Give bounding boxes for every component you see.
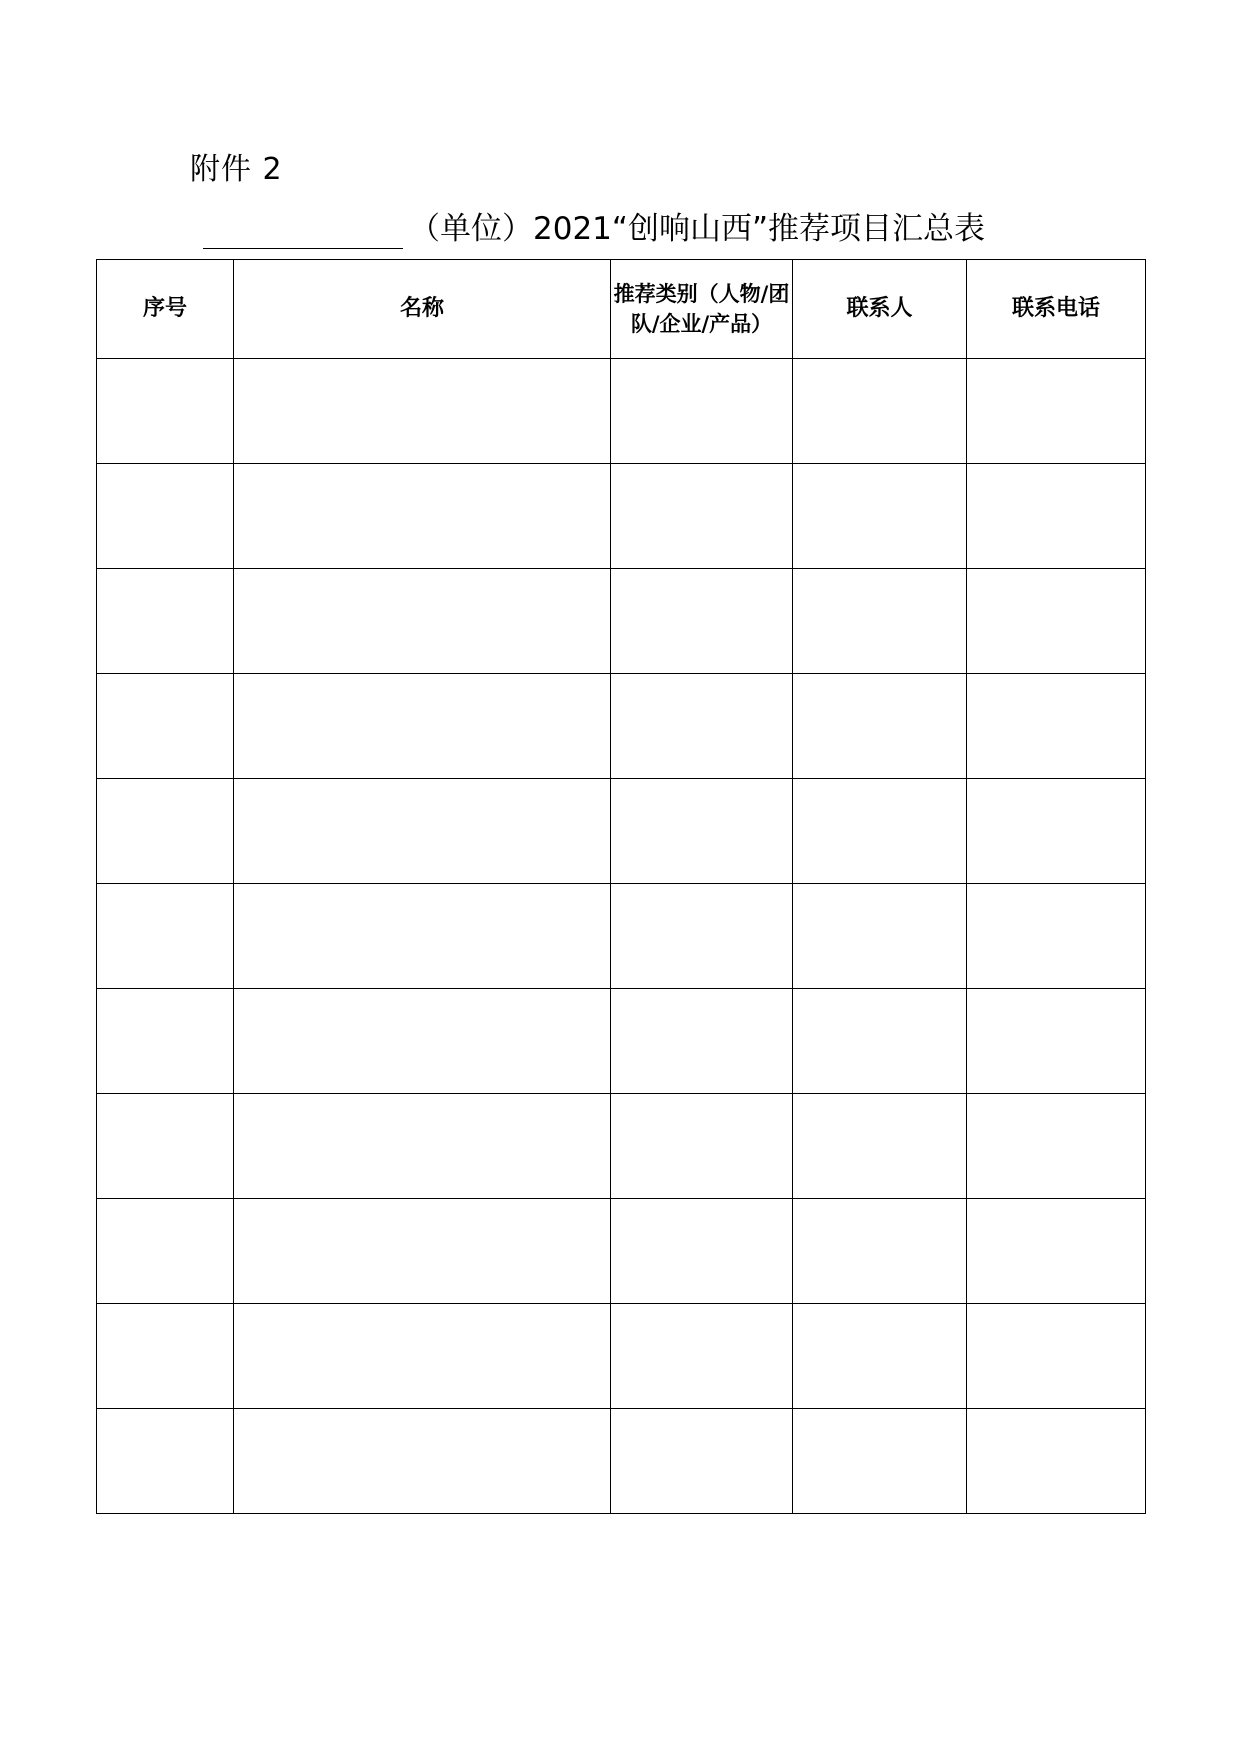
cell-phone[interactable] <box>967 569 1146 674</box>
table-row <box>97 1409 1146 1514</box>
header-name: 名称 <box>234 260 611 359</box>
cell-contact[interactable] <box>793 464 967 569</box>
summary-table <box>96 259 1146 1514</box>
cell-category[interactable] <box>611 569 793 674</box>
document-title <box>203 205 985 249</box>
table-row <box>97 359 1146 464</box>
cell-contact[interactable] <box>793 989 967 1094</box>
cell-phone[interactable] <box>967 674 1146 779</box>
table-row <box>97 779 1146 884</box>
cell-phone[interactable] <box>967 884 1146 989</box>
cell-contact[interactable] <box>793 359 967 464</box>
cell-name[interactable] <box>234 359 611 464</box>
attachment-label: 附件 2 <box>190 152 283 187</box>
cell-seq[interactable] <box>97 989 234 1094</box>
cell-phone[interactable] <box>967 989 1146 1094</box>
cell-contact[interactable] <box>793 779 967 884</box>
cell-contact[interactable] <box>793 1304 967 1409</box>
title-text: （单位）2021“创响山西”推荐项目汇总表 <box>409 211 986 247</box>
cell-seq[interactable] <box>97 779 234 884</box>
table-header-row <box>97 260 1146 359</box>
cell-category[interactable] <box>611 1199 793 1304</box>
cell-seq[interactable] <box>97 359 234 464</box>
cell-seq[interactable] <box>97 464 234 569</box>
cell-name[interactable] <box>234 674 611 779</box>
cell-name[interactable] <box>234 989 611 1094</box>
cell-category[interactable] <box>611 779 793 884</box>
cell-category[interactable] <box>611 464 793 569</box>
header-phone: 联系电话 <box>967 260 1146 359</box>
table-row <box>97 464 1146 569</box>
cell-category[interactable] <box>611 1094 793 1199</box>
cell-category[interactable] <box>611 884 793 989</box>
cell-category[interactable] <box>611 1409 793 1514</box>
cell-seq[interactable] <box>97 569 234 674</box>
cell-name[interactable] <box>234 1199 611 1304</box>
cell-category[interactable] <box>611 989 793 1094</box>
cell-name[interactable] <box>234 1304 611 1409</box>
cell-seq[interactable] <box>97 884 234 989</box>
cell-name[interactable] <box>234 569 611 674</box>
cell-phone[interactable] <box>967 1199 1146 1304</box>
cell-contact[interactable] <box>793 674 967 779</box>
cell-phone[interactable] <box>967 779 1146 884</box>
cell-seq[interactable] <box>97 1094 234 1199</box>
cell-contact[interactable] <box>793 569 967 674</box>
cell-category[interactable] <box>611 674 793 779</box>
cell-name[interactable] <box>234 464 611 569</box>
cell-category[interactable] <box>611 359 793 464</box>
table-row <box>97 1094 1146 1199</box>
cell-seq[interactable] <box>97 1199 234 1304</box>
table-row <box>97 884 1146 989</box>
unit-name-blank[interactable] <box>203 212 403 249</box>
header-seq: 序号 <box>97 260 234 359</box>
table-row <box>97 569 1146 674</box>
cell-phone[interactable] <box>967 359 1146 464</box>
cell-name[interactable] <box>234 1409 611 1514</box>
cell-phone[interactable] <box>967 464 1146 569</box>
cell-phone[interactable] <box>967 1094 1146 1199</box>
cell-contact[interactable] <box>793 1409 967 1514</box>
cell-category[interactable] <box>611 1304 793 1409</box>
header-category: 推荐类别（人物/团队/企业/产品） <box>611 260 793 359</box>
cell-seq[interactable] <box>97 1409 234 1514</box>
header-contact: 联系人 <box>793 260 967 359</box>
table-row <box>97 1199 1146 1304</box>
cell-name[interactable] <box>234 884 611 989</box>
cell-contact[interactable] <box>793 1199 967 1304</box>
table-row <box>97 674 1146 779</box>
cell-seq[interactable] <box>97 674 234 779</box>
cell-phone[interactable] <box>967 1409 1146 1514</box>
cell-name[interactable] <box>234 1094 611 1199</box>
cell-name[interactable] <box>234 779 611 884</box>
cell-contact[interactable] <box>793 1094 967 1199</box>
cell-phone[interactable] <box>967 1304 1146 1409</box>
table-row <box>97 1304 1146 1409</box>
table-row <box>97 989 1146 1094</box>
cell-contact[interactable] <box>793 884 967 989</box>
cell-seq[interactable] <box>97 1304 234 1409</box>
